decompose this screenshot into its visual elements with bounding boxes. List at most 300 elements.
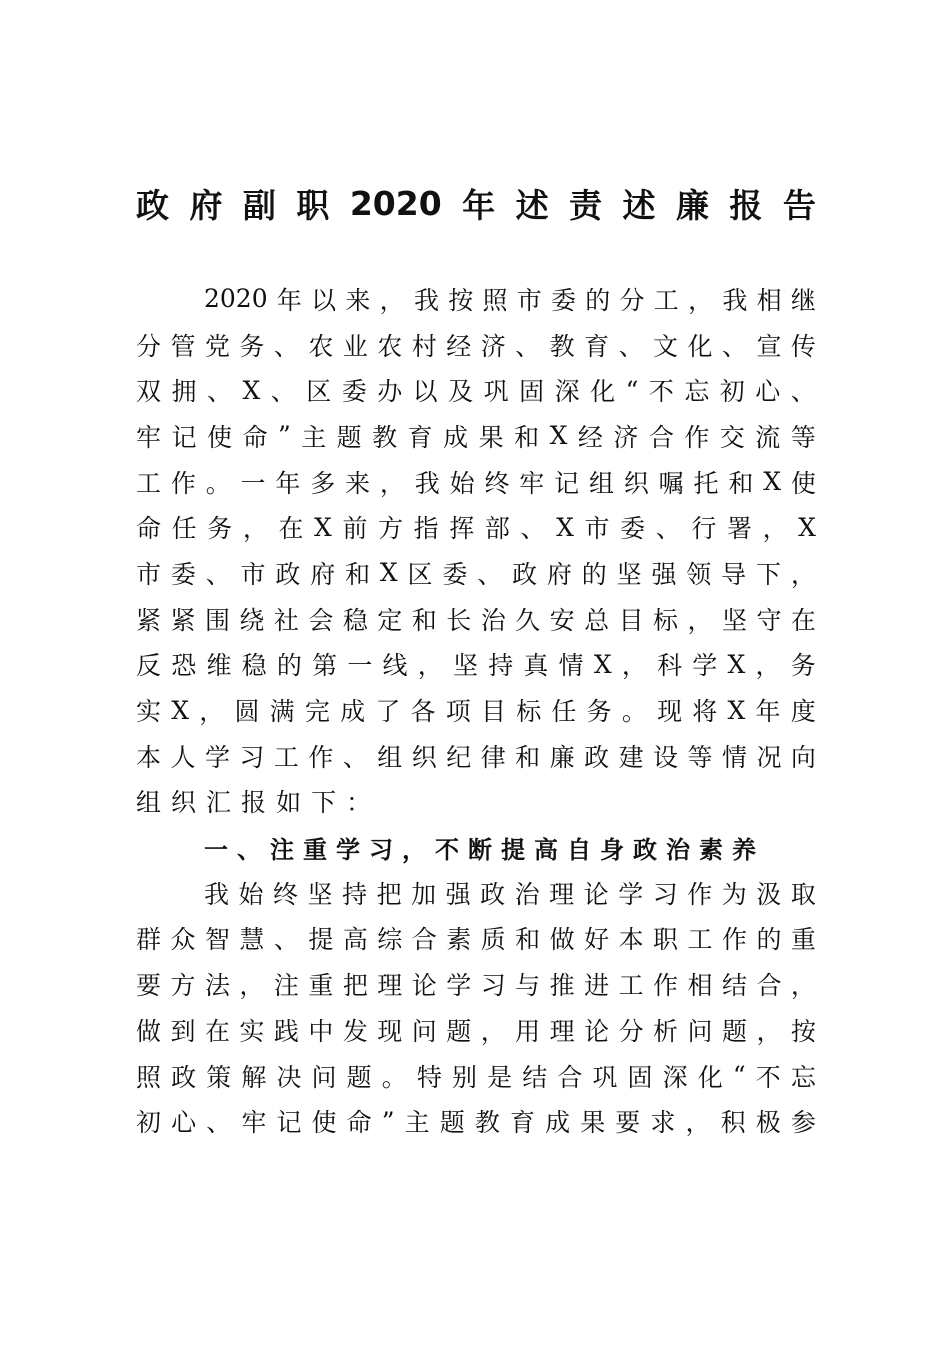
text-char: 委 — [341, 377, 367, 407]
text-char: 多 — [310, 468, 336, 498]
text-char: 坚 — [616, 559, 642, 589]
text-char: 为 — [721, 879, 747, 909]
text-char: 教 — [474, 1108, 500, 1138]
text-char: 和 — [411, 605, 437, 635]
text-char: 初 — [136, 1108, 162, 1138]
text-char: 政 — [633, 835, 657, 864]
text-char: 紧 — [170, 605, 196, 635]
text-line — [136, 870, 816, 916]
text-char: 以 — [311, 285, 337, 315]
text-char: 题 — [721, 1016, 747, 1046]
text-char: 组 — [588, 468, 614, 498]
text-char: 推 — [549, 971, 575, 1001]
text-char: 合 — [557, 1062, 583, 1092]
text-char: 双 — [136, 377, 162, 407]
text-char: 我 — [204, 879, 230, 909]
text-char: 习 — [480, 971, 506, 1001]
text-char: 问 — [687, 1016, 713, 1046]
text-char: 政 — [275, 559, 301, 589]
text-line — [136, 276, 816, 322]
text-char: 化 — [687, 331, 713, 361]
text-char: 结 — [721, 971, 747, 1001]
text-char: 在 — [790, 605, 816, 635]
text-char: 报 — [241, 788, 267, 818]
text-char: 、 — [520, 514, 546, 544]
text-char: 织 — [171, 788, 197, 818]
text-char: 深 — [554, 377, 580, 407]
text-char: 会 — [308, 605, 334, 635]
text-char: 题 — [336, 422, 362, 452]
text-char: 分 — [618, 1016, 644, 1046]
text-char: 断 — [468, 835, 492, 864]
text-char: 、 — [205, 559, 231, 589]
text-char: 一 — [347, 651, 373, 681]
text-char: 定 — [377, 605, 403, 635]
text-char: 不 — [755, 1062, 781, 1092]
text-char: 政 — [480, 879, 506, 909]
text-char: 相 — [687, 971, 713, 1001]
text-char: 记 — [276, 1108, 302, 1138]
text-char: 做 — [549, 925, 575, 955]
text-char: 经 — [577, 422, 603, 452]
text-char: 以 — [412, 377, 438, 407]
text-char: 。 — [381, 1062, 407, 1092]
text-char: ， — [417, 651, 443, 681]
text-char: 习 — [652, 879, 678, 909]
text-char: 持 — [342, 879, 368, 909]
paragraph-1 — [136, 276, 816, 824]
text-char: ， — [239, 971, 265, 1001]
text-char: 在 — [278, 514, 304, 544]
text-char: 绕 — [239, 605, 265, 635]
text-char: 和 — [515, 925, 541, 955]
text-char: 廉 — [549, 742, 575, 772]
text-char: 和 — [345, 559, 371, 589]
text-char: 照 — [482, 285, 508, 315]
text-char: 记 — [171, 422, 197, 452]
document-body — [136, 276, 816, 1144]
text-char: 署 — [726, 514, 752, 544]
text-char: 领 — [686, 559, 712, 589]
text-char: 始 — [449, 468, 475, 498]
text-line — [136, 367, 816, 413]
text-char: 做 — [136, 1016, 162, 1046]
text-char: 决 — [276, 1062, 302, 1092]
text-char: 传 — [790, 331, 816, 361]
text-char: 自 — [567, 835, 591, 864]
text-char: 管 — [170, 331, 196, 361]
text-char: 织 — [411, 742, 437, 772]
text-char: 围 — [204, 605, 230, 635]
text-char: 化 — [697, 1062, 723, 1092]
text-line — [136, 459, 816, 505]
text-char: 我 — [413, 285, 439, 315]
text-char: 提 — [501, 835, 525, 864]
text-char: 坚 — [307, 879, 333, 909]
text-char: 农 — [308, 331, 334, 361]
text-char: 目 — [480, 697, 506, 727]
text-char: 教 — [372, 422, 398, 452]
text-char: 作 — [684, 422, 710, 452]
text-char: 相 — [756, 285, 782, 315]
text-char: 深 — [662, 1062, 688, 1092]
text-char: 素 — [446, 925, 472, 955]
text-char: 交 — [719, 422, 745, 452]
text-char: 主 — [404, 1108, 430, 1138]
text-char: 求 — [650, 1108, 676, 1138]
text-char: 工 — [136, 468, 162, 498]
text-char: 圆 — [234, 697, 260, 727]
text-char: 区 — [306, 377, 332, 407]
title-char: 2020 — [349, 183, 442, 223]
text-char: 策 — [206, 1062, 232, 1092]
text-char: 守 — [756, 605, 782, 635]
text-char: 现 — [657, 697, 683, 727]
paragraph-2 — [136, 870, 816, 1144]
text-char: 线 — [382, 651, 408, 681]
text-char: 初 — [719, 377, 745, 407]
text-char: 重 — [790, 925, 816, 955]
text-line — [136, 733, 816, 779]
text-line — [136, 413, 816, 459]
text-char: ， — [379, 468, 405, 498]
text-char: 一 — [204, 835, 228, 864]
text-char: 汇 — [206, 788, 232, 818]
text-char: 主 — [301, 422, 327, 452]
text-char: 合 — [648, 422, 674, 452]
text-char: ” — [381, 1106, 395, 1136]
text-char: 作 — [653, 971, 679, 1001]
text-char: X — [798, 512, 816, 542]
text-char: 分 — [136, 331, 162, 361]
text-char: 成 — [443, 422, 469, 452]
text-char: 业 — [342, 331, 368, 361]
text-char: 发 — [342, 1016, 368, 1046]
text-char: 的 — [276, 651, 302, 681]
text-char: 建 — [618, 742, 644, 772]
text-char: 高 — [534, 835, 558, 864]
text-char: 、 — [206, 1108, 232, 1138]
text-char: 真 — [523, 651, 549, 681]
text-line — [136, 504, 816, 550]
text-char: 向 — [790, 742, 816, 772]
text-char: ， — [688, 285, 714, 315]
text-char: 工 — [618, 971, 644, 1001]
text-char: 作 — [687, 879, 713, 909]
text-char: 工 — [687, 925, 713, 955]
text-char: 命 — [242, 422, 268, 452]
text-char: 政 — [171, 1062, 197, 1092]
text-line — [136, 642, 816, 688]
text-char: 挥 — [449, 514, 475, 544]
text-char: 治 — [514, 879, 540, 909]
text-char: 进 — [584, 971, 610, 1001]
text-char: ， — [756, 1016, 782, 1046]
text-char: 、 — [206, 377, 232, 407]
text-char: 学 — [692, 651, 718, 681]
text-char: 部 — [484, 514, 510, 544]
text-char: 流 — [755, 422, 781, 452]
text-char: 委 — [170, 559, 196, 589]
text-char: 题 — [446, 1016, 472, 1046]
text-char: 、 — [790, 377, 816, 407]
text-char: 身 — [600, 835, 624, 864]
text-line — [136, 1053, 816, 1099]
section-heading — [136, 824, 816, 870]
text-char: 习 — [239, 742, 265, 772]
text-char: 要 — [615, 1108, 641, 1138]
text-char: 稳 — [241, 651, 267, 681]
text-char: 任 — [551, 697, 577, 727]
text-char: 人 — [170, 742, 196, 772]
text-char: 如 — [276, 788, 302, 818]
text-char: 持 — [488, 651, 514, 681]
title-char: 述 — [622, 185, 656, 225]
text-char: 本 — [618, 925, 644, 955]
text-char: 合 — [411, 925, 437, 955]
text-char: 市 — [240, 559, 266, 589]
text-char: ， — [480, 1016, 506, 1046]
text-line — [136, 322, 816, 368]
text-char: 论 — [584, 1016, 610, 1046]
text-char: 把 — [376, 879, 402, 909]
text-char: ， — [762, 514, 788, 544]
text-char: 育 — [509, 1108, 535, 1138]
text-char: X — [727, 649, 746, 679]
text-char: 继 — [790, 285, 816, 315]
text-char: 实 — [136, 697, 162, 727]
text-char: ， — [755, 651, 781, 681]
text-char: ， — [402, 835, 426, 864]
text-char: 实 — [239, 1016, 265, 1046]
text-char: 好 — [584, 925, 610, 955]
text-char: 务 — [207, 514, 233, 544]
text-char: ， — [790, 559, 816, 589]
text-char: 提 — [308, 925, 334, 955]
text-char: 的 — [581, 559, 607, 589]
text-char: 素 — [699, 835, 723, 864]
text-char: X — [763, 467, 781, 497]
text-char: 治 — [480, 605, 506, 635]
text-line — [136, 596, 816, 642]
text-char: ， — [379, 285, 405, 315]
text-char: ， — [199, 697, 225, 727]
text-char: 年 — [276, 285, 302, 315]
text-char: 将 — [692, 697, 718, 727]
text-char: 市 — [136, 559, 162, 589]
text-char: ， — [685, 1108, 711, 1138]
text-char: 市 — [584, 514, 610, 544]
text-char: 忘 — [790, 1062, 816, 1092]
text-char: 府 — [546, 559, 572, 589]
text-char: ： — [346, 788, 372, 818]
text-char: 济 — [480, 331, 506, 361]
text-char: 维 — [206, 651, 232, 681]
text-char: 嘱 — [658, 468, 684, 498]
text-char: 强 — [445, 879, 471, 909]
text-char: 坚 — [452, 651, 478, 681]
text-char: 宣 — [756, 331, 782, 361]
text-char: 终 — [484, 468, 510, 498]
text-char: 各 — [410, 697, 436, 727]
text-char: 党 — [204, 331, 230, 361]
text-char: 始 — [238, 879, 264, 909]
title-char: 副 — [242, 185, 276, 225]
text-char: 化 — [590, 377, 616, 407]
text-char: 一 — [240, 468, 266, 498]
text-char: 使 — [311, 1108, 337, 1138]
title-char: 廉 — [675, 185, 709, 225]
text-char: 度 — [790, 697, 816, 727]
text-char: 高 — [342, 925, 368, 955]
text-char: ， — [790, 971, 816, 1001]
text-char: 与 — [515, 971, 541, 1001]
text-char: 务 — [790, 651, 816, 681]
text-char: 第 — [312, 651, 338, 681]
text-char: 政 — [584, 742, 610, 772]
text-char: 导 — [721, 559, 747, 589]
text-char: ， — [621, 651, 647, 681]
text-char: 府 — [310, 559, 336, 589]
text-char: 年 — [755, 697, 781, 727]
text-char: 学 — [618, 879, 644, 909]
text-char: 养 — [732, 835, 756, 864]
text-char: 托 — [693, 468, 719, 498]
text-line — [136, 1098, 816, 1144]
text-char: 别 — [451, 1062, 477, 1092]
text-char: 经 — [446, 331, 472, 361]
text-char: 及 — [448, 377, 474, 407]
text-char: 况 — [756, 742, 782, 772]
text-char: 习 — [369, 835, 393, 864]
text-char: X — [549, 421, 568, 451]
text-char: 下 — [311, 788, 337, 818]
text-char: 强 — [651, 559, 677, 589]
document-title — [136, 178, 816, 228]
text-char: 组 — [377, 742, 403, 772]
text-char: 不 — [648, 377, 674, 407]
text-char: 文 — [653, 331, 679, 361]
text-char: 终 — [273, 879, 299, 909]
text-char: 重 — [308, 971, 334, 1001]
text-char: 论 — [411, 971, 437, 1001]
text-char: 和 — [728, 468, 754, 498]
text-char: 学 — [204, 742, 230, 772]
text-char: 结 — [522, 1062, 548, 1092]
text-char: 题 — [439, 1108, 465, 1138]
text-char: X — [593, 649, 612, 679]
text-char: 指 — [413, 514, 439, 544]
text-char: 年 — [275, 468, 301, 498]
text-char: 标 — [516, 697, 542, 727]
text-char: ， — [242, 514, 268, 544]
text-char: 固 — [627, 1062, 653, 1092]
text-char: 、 — [721, 331, 747, 361]
title-char: 报 — [729, 185, 763, 225]
text-char: 心 — [171, 1108, 197, 1138]
text-char: 设 — [653, 742, 679, 772]
text-char: 办 — [377, 377, 403, 407]
text-char: 、 — [273, 925, 299, 955]
text-char: 巩 — [483, 377, 509, 407]
text-char: 合 — [756, 971, 782, 1001]
text-char: 总 — [584, 605, 610, 635]
text-line — [136, 916, 816, 962]
text-char: 到 — [170, 1016, 196, 1046]
text-char: 作 — [170, 468, 196, 498]
text-char: 方 — [378, 514, 404, 544]
text-char: 区 — [407, 559, 433, 589]
text-char: 作 — [308, 742, 334, 772]
text-char: 本 — [136, 742, 162, 772]
text-char: X — [379, 558, 398, 588]
text-char: 积 — [720, 1108, 746, 1138]
text-char: 行 — [691, 514, 717, 544]
text-char: 作 — [721, 925, 747, 955]
text-char: 理 — [549, 1016, 575, 1046]
text-char: 了 — [375, 697, 401, 727]
title-char: 政 — [136, 185, 169, 225]
text-char: 市 — [516, 285, 542, 315]
text-char: 坚 — [721, 605, 747, 635]
text-char: 、 — [273, 331, 299, 361]
text-char: 。 — [205, 468, 231, 498]
text-char: 情 — [558, 651, 584, 681]
text-char: 特 — [416, 1062, 442, 1092]
text-char: 目 — [618, 605, 644, 635]
text-char: 村 — [411, 331, 437, 361]
text-char: 牢 — [136, 422, 162, 452]
text-char: 标 — [653, 605, 679, 635]
text-char: 牢 — [519, 468, 545, 498]
text-char: 项 — [445, 697, 471, 727]
text-line — [136, 961, 816, 1007]
text-char: 社 — [273, 605, 299, 635]
text-char: 取 — [790, 879, 816, 909]
text-char: 委 — [442, 559, 468, 589]
text-char: 要 — [136, 971, 162, 1001]
text-line — [136, 687, 816, 733]
text-char: 安 — [549, 605, 575, 635]
text-char: 反 — [136, 651, 162, 681]
text-char: 学 — [336, 835, 360, 864]
text-char: 汲 — [756, 879, 782, 909]
text-char: 现 — [377, 1016, 403, 1046]
text-char: 律 — [480, 742, 506, 772]
text-char: 等 — [687, 742, 713, 772]
text-char: X — [727, 695, 746, 725]
text-char: 情 — [721, 742, 747, 772]
text-char: 我 — [414, 468, 440, 498]
text-char: 成 — [340, 697, 366, 727]
text-char: 下 — [755, 559, 781, 589]
text-char: 治 — [666, 835, 690, 864]
text-char: ” — [277, 421, 291, 451]
text-char: 综 — [377, 925, 403, 955]
text-char: 牢 — [241, 1108, 267, 1138]
text-char: 使 — [206, 422, 232, 452]
title-char: 职 — [296, 185, 330, 225]
text-char: 按 — [448, 285, 474, 315]
text-char: 、 — [342, 742, 368, 772]
text-char: 教 — [549, 331, 575, 361]
text-char: 、 — [270, 377, 296, 407]
text-char: 、 — [515, 331, 541, 361]
text-char: 忘 — [684, 377, 710, 407]
text-char: 是 — [487, 1062, 513, 1092]
text-char: 析 — [653, 1016, 679, 1046]
text-char: 织 — [623, 468, 649, 498]
